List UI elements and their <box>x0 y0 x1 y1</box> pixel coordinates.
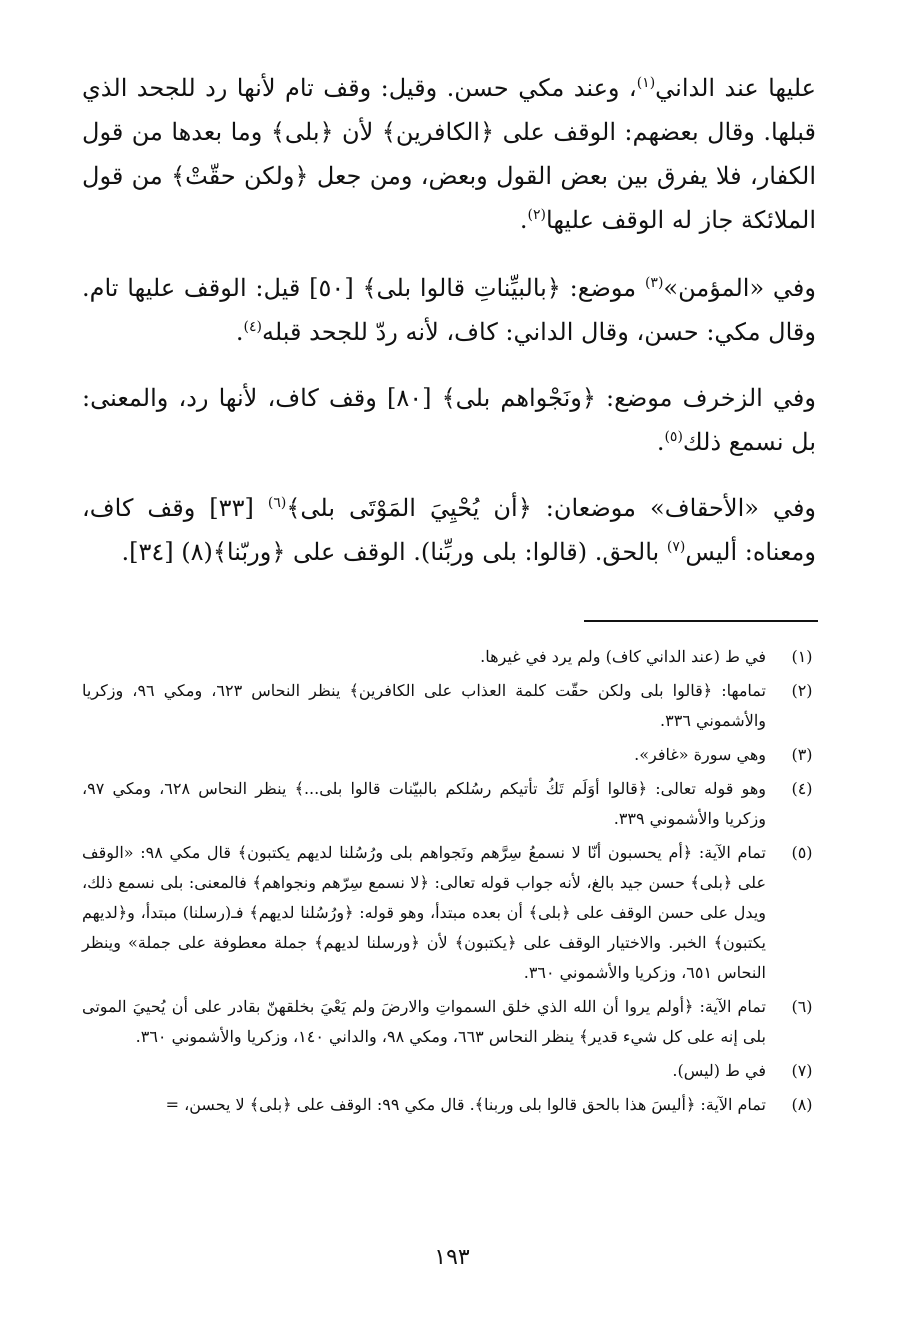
footnotes <box>82 642 822 1124</box>
paragraph-text: عليها عند الداني <box>655 74 817 102</box>
page-number: ١٩٣ <box>434 1245 470 1270</box>
footnote-ref: (٣) <box>644 275 664 291</box>
footnote-number: (٤) <box>791 779 813 798</box>
footnote-text: في ط (ليس). <box>672 1061 766 1080</box>
paragraph-3 <box>82 376 816 464</box>
footnote-ref: (٧) <box>666 539 686 555</box>
footnote-text: تمام الآية: ﴿أم يحسبون أنّا لا نسمعُ سِرَّهم ونَجواهم بلى ورُسُلنا لديهم يكتبون﴾ قال مكي ٩٨: «الوقف على ﴿بلى﴾ حسن جيد بالغ، لأنه جواب قوله تعالى: ﴿لا نسمع سِرّهم ونجواهم﴾ فالمعنى: بلى نسمع ذلك، ويدل على حسن الوقف على ﴿بلى﴾ أن بعده مبتدأ، وهو قوله: ﴿ورُسُلنا لديهم﴾ فـ(رسلنا) مبتدأ، و﴿لديهم يكتبون﴾ الخبر. والاختيار الوقف على ﴿يكتبون﴾ لأن ﴿ورسلنا لديهم﴾ جملة معطوفة على جملة» وينظر النحاس ٦٥١، وزكريا والأشموني ٣٦٠. <box>82 843 767 982</box>
main-text <box>82 66 816 596</box>
footnote-4 <box>82 774 822 834</box>
footnote-divider <box>584 620 818 622</box>
footnote-text: تمام الآية: ﴿أليسَ هذا بالحق قالوا بلى وربنا﴾. قال مكي ٩٩: الوقف على ﴿بلى﴾ لا يحسن، = <box>165 1095 766 1114</box>
footnote-text: وهو قوله تعالى: ﴿قالوا أوَلَم تَكُ تأتيكم رسُلكم بالبيّنات قالوا بلى...﴾ ينظر النحاس ٦٢٨، ومكي ٩٧، وزكريا والأشموني ٣٣٩. <box>82 779 766 828</box>
paragraph-text: وفي الزخرف موضع: ﴿ونَجْواهم بلى﴾ [٨٠] وقف كاف، لأنها رد، والمعنى: بل نسمع ذلك <box>82 384 816 456</box>
paragraph-text: . <box>235 318 244 346</box>
footnote-number: (٢) <box>791 681 813 700</box>
paragraph-text: . <box>656 428 665 456</box>
footnote-ref: (١) <box>636 75 656 91</box>
footnote-ref: (٤) <box>243 319 262 335</box>
paragraph-text: ، وعند مكي حسن. وقيل: وقف تام لأنها رد للجحد الذي قبلها. وقال بعضهم: الوقف على ﴿الكافرين﴾ لأن ﴿بلى﴾ وما بعدها من قول الكفار، فلا يفرق بين بعض القول وبعض، ومن جعل ﴿ولكن حقّتْ﴾ من قول الملائكة جاز له الوقف عليها <box>82 74 817 234</box>
footnote-number: (٣) <box>791 745 813 764</box>
footnote-text: تمام الآية: ﴿أولم يروا أن الله الذي خلق السمواتِ والارضَ ولم يَعْيَ بخلقهنّ بقادر على أن يُحييَ الموتى بلى إنه على كل شيء قدير﴾ ينظر النحاس ٦٦٣، ومكي ٩٨، والداني ١٤٠، وزكريا والأشموني ٣٦٠. <box>82 997 767 1046</box>
footnote-number: (٦) <box>791 997 813 1016</box>
paragraph-text: وفي «المؤمن» <box>663 274 816 302</box>
footnote-number: (١) <box>791 647 813 666</box>
footnote-3 <box>82 740 822 770</box>
footnote-2 <box>82 676 822 736</box>
paragraph-text: بالحق. (قالوا: بلى وربِّنا). الوقف على ﴿وربّنا﴾(٨) [٣٤]. <box>121 538 667 566</box>
footnote-number: (٨) <box>791 1095 813 1114</box>
footnote-6 <box>82 992 822 1052</box>
paragraph-text: موضع: ﴿بالبيِّناتِ قالوا بلى﴾ [٥٠] قيل: الوقف عليها تام. وقال مكي: حسن، وقال الداني: كاف، لأنه ردّ للجحد قبله <box>82 274 816 346</box>
paragraph-4 <box>82 486 816 574</box>
paragraph-text: [٣٣] وقف كاف، ومعناه: أليس <box>82 494 816 566</box>
footnote-7 <box>82 1056 822 1086</box>
paragraph-text: . <box>519 206 528 234</box>
footnote-text: وهي سورة «غافر». <box>634 745 766 764</box>
footnote-number: (٥) <box>791 843 813 862</box>
paragraph-2 <box>82 266 816 354</box>
footnote-5 <box>82 838 822 988</box>
paragraph-1 <box>82 66 816 242</box>
footnote-text: في ط (عند الداني كاف) ولم يرد في غيرها. <box>480 647 766 666</box>
footnote-text: تمامها: ﴿قالوا بلى ولكن حقّت كلمة العذاب على الكافرين﴾ ينظر النحاس ٦٢٣، ومكي ٩٦، وزكريا والأشموني ٣٣٦. <box>82 681 766 730</box>
footnote-ref: (٢) <box>527 207 546 223</box>
paragraph-text: وفي «الأحقاف» موضعان: ﴿أن يُحْيِيَ المَوْتَى بلى﴾ <box>286 494 817 522</box>
footnote-1 <box>82 642 822 672</box>
footnote-ref: (٥) <box>664 429 683 445</box>
footnote-ref: (٦) <box>267 495 287 511</box>
footnote-8 <box>82 1090 822 1120</box>
footnote-number: (٧) <box>791 1061 813 1080</box>
